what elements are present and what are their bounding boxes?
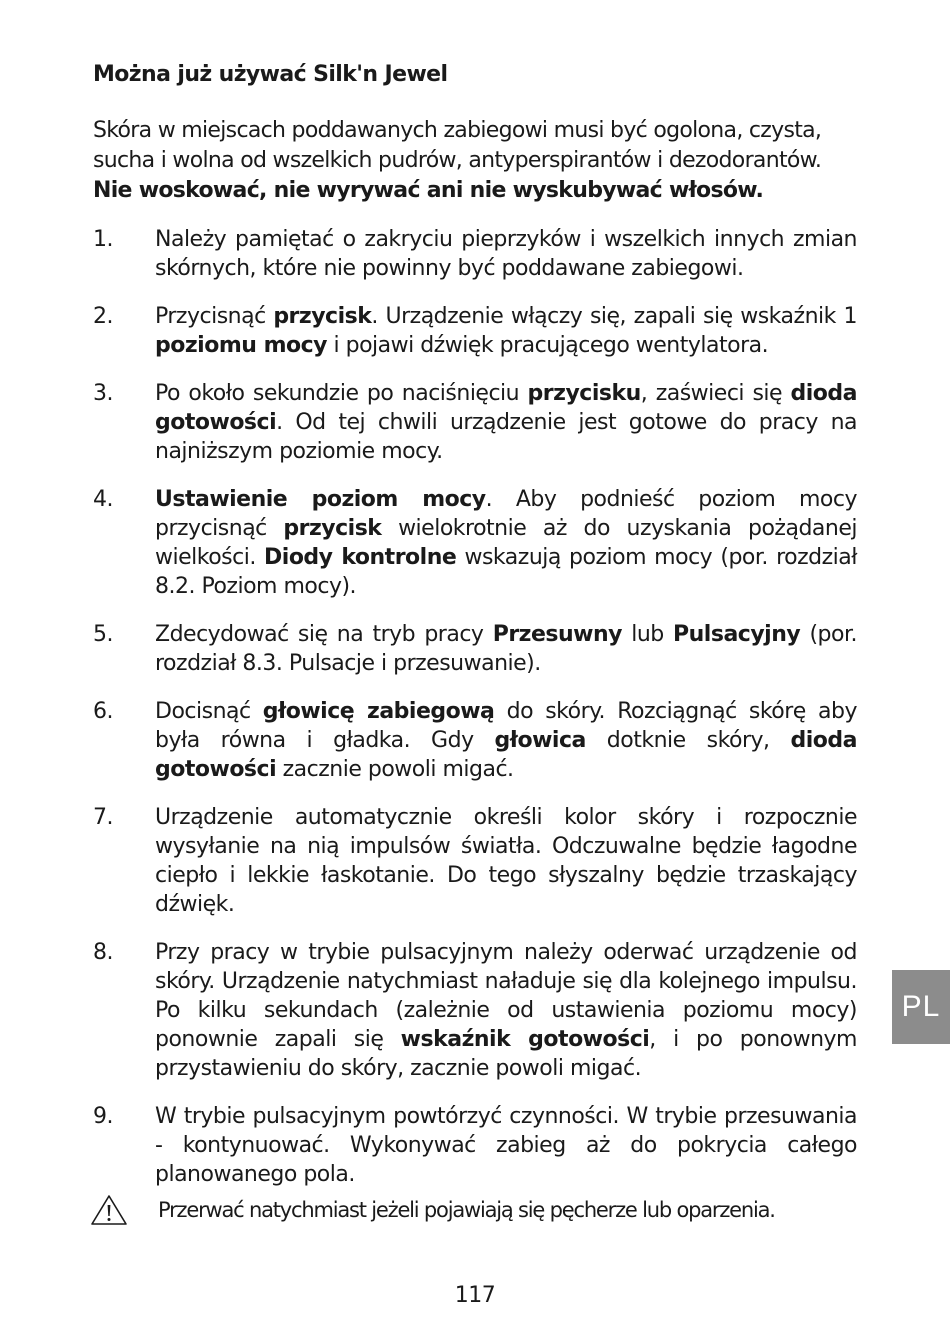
step-emphasis: dioda gotowości (155, 381, 857, 435)
page-content (93, 60, 857, 1208)
step-text: Docisnąć (155, 699, 263, 724)
step-emphasis: Pulsacyjny (673, 622, 801, 647)
step-emphasis: poziomu mocy (155, 333, 327, 358)
step-number: 6. (93, 699, 113, 724)
step-text: Po około sekundzie po naciśnięciu (155, 381, 528, 406)
step-emphasis: Przesuwny (492, 622, 622, 647)
steps-list (93, 225, 857, 1189)
step-emphasis: głowica (494, 728, 586, 753)
step-emphasis: głowicę zabiegową (262, 699, 495, 724)
step-emphasis: przycisk (283, 516, 382, 541)
step-text: i pojawi dźwięk pracującego wentylatora. (327, 333, 769, 358)
step-number: 5. (93, 622, 113, 647)
step-text: W trybie pulsacyjnym powtórzyć czynności. W trybie przesuwania - kontynuować. Wykonywać zabieg aż do pokrycia całego planowanego pola. (155, 1104, 857, 1187)
section-heading: Można już używać Silk'n Jewel (93, 62, 448, 87)
step-emphasis: dioda gotowości (155, 728, 857, 782)
step-text: . Aby podnieść poziom mocy przycisnąć (155, 487, 857, 541)
step-emphasis: Diody kontrolne (264, 545, 457, 570)
step-text: , i po ponownym przystawieniu do skóry, zacznie powoli migać. (155, 1027, 857, 1081)
step-number: 2. (93, 304, 113, 329)
step-text: wielokrotnie aż do uzyskania pożądanej wielkości. (155, 516, 857, 570)
step-number: 4. (93, 487, 113, 512)
step-text: Urządzenie automatycznie określi kolor skóry i rozpocznie wysyłanie na nią impulsów światła. Odczuwalne będzie łagodne ciepło i lekkie łaskotanie. Do tego słyszalny będzie trzaskający dźwięk. (155, 805, 857, 917)
step-number: 1. (93, 227, 113, 252)
step-text: , zaświeci się (640, 381, 791, 406)
list-item (93, 697, 857, 784)
list-item (93, 485, 857, 601)
step-number: 7. (93, 805, 113, 830)
warning-note (90, 1192, 870, 1228)
step-text: lub (622, 622, 674, 647)
step-text: . Urządzenie włączy się, zapali się wskaźnik 1 (371, 304, 857, 329)
step-number: 8. (93, 940, 113, 965)
step-text: Przycisnąć (155, 304, 274, 329)
intro-warning-bold: Nie woskować, nie wyrywać ani nie wyskubywać włosów. (93, 178, 764, 203)
list-item (93, 938, 857, 1083)
step-text: (por. rozdział 8.3. Pulsacje i przesuwanie). (155, 622, 857, 676)
step-emphasis: przycisku (527, 381, 641, 406)
step-number: 3. (93, 381, 113, 406)
step-emphasis: przycisk (273, 304, 372, 329)
list-item (93, 1102, 857, 1189)
list-item (93, 803, 857, 919)
list-item (93, 225, 857, 283)
step-emphasis: wskaźnik gotowości (400, 1027, 650, 1052)
step-number: 9. (93, 1104, 113, 1129)
list-item (93, 620, 857, 678)
intro-line-2: sucha i wolna od wszelkich pudrów, antyperspirantów i dezodorantów. (93, 148, 822, 173)
step-text: Przy pracy w trybie pulsacyjnym należy oderwać urządzenie od skóry. Urządzenie natychmiast naładuje się dla kolejnego impulsu. Po kilku sekundach (zależnie od ustawienia poziomu mocy) ponownie zapali się (155, 940, 857, 1052)
step-text: . Od tej chwili urządzenie jest gotowe do pracy na najniższym poziomie mocy. (155, 410, 857, 464)
warning-text: Przerwać natychmiast jeżeli pojawiają się pęcherze lub oparzenia. (158, 1198, 775, 1222)
step-text: Należy pamiętać o zakryciu pieprzyków i wszelkich innych zmian skórnych, które nie powinny być poddawane zabiegowi. (155, 227, 857, 281)
step-text: wskazują poziom mocy (por. rozdział 8.2. Poziom mocy). (155, 545, 857, 599)
step-text: zacznie powoli migać. (276, 757, 514, 782)
page-number: 117 (454, 1283, 496, 1308)
warning-triangle-icon (90, 1194, 128, 1226)
step-text: dotknie skóry, (585, 728, 791, 753)
step-text: Zdecydować się na tryb pracy (155, 622, 493, 647)
list-item (93, 302, 857, 360)
language-tab: PL (892, 970, 950, 1044)
step-text: do skóry. Rozciągnąć skórę aby była równa i gładka. Gdy (155, 699, 858, 753)
step-emphasis: Ustawienie poziom mocy (155, 487, 486, 512)
list-item (93, 379, 857, 466)
intro-line-1: Skóra w miejscach poddawanych zabiegowi musi być ogolona, czysta, (93, 118, 822, 143)
